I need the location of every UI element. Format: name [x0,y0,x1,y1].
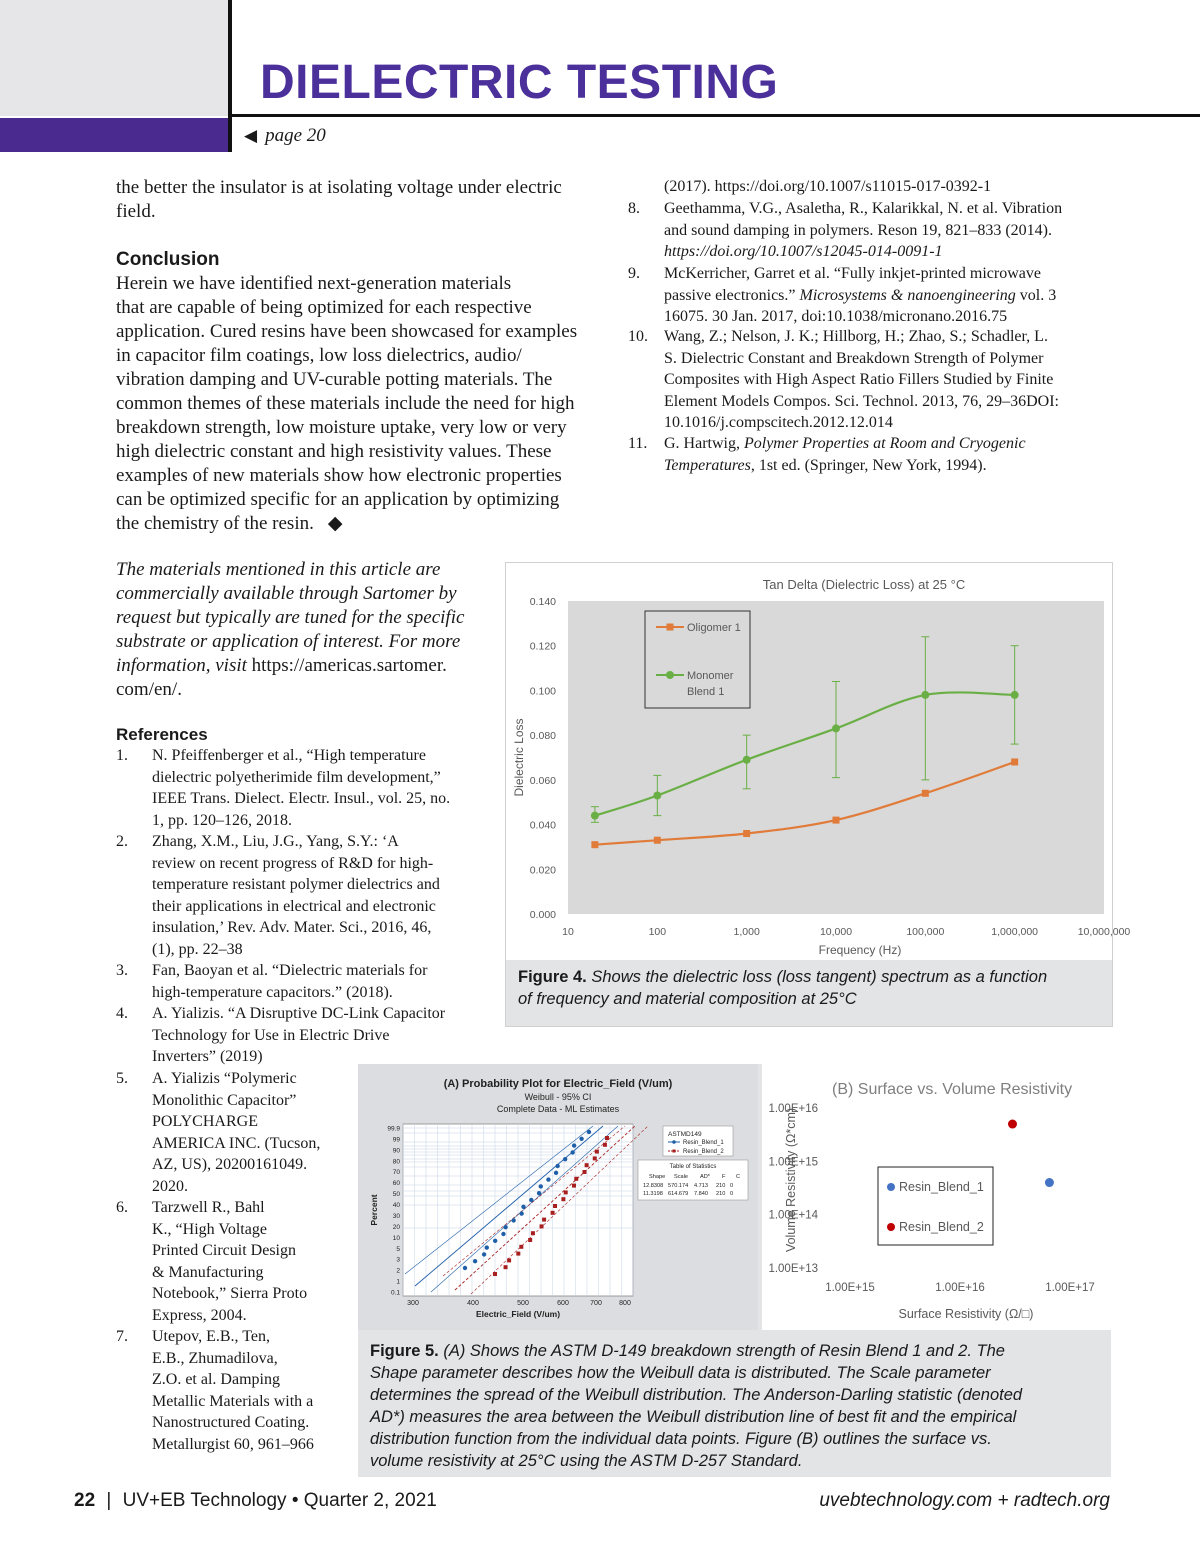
end-mark-icon: ◆ [327,513,343,534]
stats-header: Scale [674,1174,688,1180]
y-tick-label: 1.00E+16 [768,1103,818,1115]
data-point [493,1239,497,1243]
weibull-probability-plot [358,1064,758,1330]
data-point-Resin_Blend_2 [1008,1120,1017,1129]
x-tick-label: 100 [648,926,667,938]
x-tick-label: 10,000 [819,926,853,938]
data-point [546,1177,550,1181]
data-point [485,1245,489,1249]
data-point [1011,691,1019,699]
legend-label: Blend 1 [687,686,725,698]
continued-from[interactable] [244,125,326,147]
data-point [1011,758,1018,765]
chart-title: (A) Probability Plot for Electric_Field (V/um) [443,1078,673,1090]
header-accent-bar [0,118,228,152]
legend-label: Resin_Blend_2 [683,1149,724,1155]
legend-marker [673,1150,676,1153]
data-point [528,1238,532,1242]
data-point [743,756,751,764]
data-point [542,1218,546,1222]
x-tick-label: 1.00E+16 [935,1282,985,1294]
legend-marker [667,624,674,631]
y-tick-label: 1.00E+14 [768,1209,818,1222]
stats-cell: 570.174 [668,1183,689,1189]
y-tick-label: 1.00E+15 [768,1156,818,1169]
legend-marker [887,1223,895,1231]
data-point [482,1252,486,1256]
legend-marker [887,1183,895,1191]
header-vertical-rule [228,0,232,152]
footer-left: 22 | UV+EB Technology • Quarter 2, 2021 [74,1490,437,1511]
references-list-right: (2017). https://doi.org/10.1007/s11015-017-0392-1 [664,178,992,195]
data-point [921,691,929,699]
y-tick-label: 0.000 [529,909,556,921]
legend-title: ASTMD149 [668,1131,702,1138]
y-axis-label: Percent [369,1194,379,1226]
stats-title: Table of Statistics [669,1164,717,1170]
chart-subtitle: Complete Data - ML Estimates [496,1104,620,1114]
y-tick-label: 70 [392,1169,400,1177]
data-point-Resin_Blend_1 [1045,1178,1054,1187]
data-point [582,1170,586,1174]
data-point [507,1258,511,1262]
x-tick-label: 1.00E+15 [825,1282,875,1294]
x-tick-label: 1.00E+17 [1045,1282,1095,1294]
stats-cell: 0 [730,1183,734,1189]
figure-4-caption: Figure 4. Shows the dielectric loss (loss tangent) spectrum as a function of frequency and material composition at 25°C [518,968,1048,1008]
y-axis-label: Dielectric Loss [512,718,526,797]
header-corner-box [0,0,228,116]
y-axis-label: Volume Resistivity (Ω*cm) [784,1107,798,1253]
data-point [743,830,750,837]
y-tick-label: 30 [392,1212,400,1220]
data-point [585,1163,589,1167]
data-point [539,1184,543,1188]
stats-header: AD* [700,1174,710,1180]
x-tick-label: 400 [467,1300,479,1307]
data-point [564,1190,568,1194]
y-tick-label: 99 [392,1136,400,1144]
legend-label: Resin_Blend_1 [683,1140,724,1146]
data-point [833,817,840,824]
y-tick-label: 0.100 [529,685,556,698]
data-point [922,790,929,797]
data-point [521,1205,525,1209]
y-tick-label: 0.1 [390,1289,400,1297]
y-tick-label: 0.080 [529,730,556,743]
data-point [463,1266,467,1270]
figure-5-caption: Figure 5. (A) Shows the ASTM D-149 breakdown strength of Resin Blend 1 and 2. The Shape parameter describes how the Weibull data is distributed. The Scale parameter determines the spread of the Weibull distribution. The Anderson-Darling statistic (denoted AD*) measures the area between the Weibull distribution line of best fit and the empirical distribution function from the individual data points. Figure (B) outlines the surface vs. volume resistivity at 25°C using the ASTM D-257 Standard. [370,1342,1023,1470]
data-point [572,1143,576,1147]
y-tick-label: 0.040 [529,819,556,832]
x-tick-label: 10,000,000 [1077,926,1131,938]
data-point [504,1265,508,1269]
stats-cell: 210 [716,1191,726,1197]
x-tick-label: 700 [590,1300,602,1307]
legend-label: Resin_Blend_1 [899,1180,984,1194]
y-tick-label: 0.060 [529,774,556,787]
data-point [591,841,598,848]
publication-name: UV+EB Technology • Quarter 2, 2021 [122,1490,437,1511]
stats-cell: 614.679 [668,1191,689,1197]
stats-cell: 0 [730,1191,734,1197]
data-point [519,1245,523,1249]
y-tick-label: 3 [396,1256,400,1264]
sartomer-link[interactable]: https://americas.sartomer. [251,655,447,676]
x-tick-label: 600 [557,1300,569,1307]
conclusion-heading: Conclusion [116,249,220,270]
data-point [563,1157,567,1161]
data-point [570,1150,574,1154]
data-point [587,1130,591,1134]
data-point [503,1225,507,1229]
x-tick-label: 300 [407,1300,419,1307]
data-point [579,1137,583,1141]
y-tick-label: 2 [396,1267,400,1275]
data-point [531,1231,535,1235]
footer-websites[interactable]: uvebtechnology.com + radtech.org [819,1490,1110,1511]
tan-delta-chart [506,563,1131,960]
stats-cell: 7.840 [694,1191,708,1197]
legend-label: Monomer [687,670,734,682]
data-point [572,1184,576,1188]
data-point [832,724,840,732]
y-tick-label: 99.9 [387,1125,400,1133]
data-point [603,1143,607,1147]
x-tick-label: 100,000 [906,926,945,938]
back-arrow-icon: ◀ [244,126,258,145]
y-tick-label: 0.020 [529,864,556,877]
data-point [493,1272,497,1276]
data-point [574,1177,578,1181]
data-point [537,1191,541,1195]
y-tick-label: 20 [392,1223,400,1231]
figure-5 [358,1064,1111,1477]
stats-header: C [736,1174,741,1180]
data-point [553,1204,557,1208]
reference-8-link[interactable]: https://doi.org/10.1007/s12045-014-0091-1 [664,243,943,261]
data-point [654,837,661,844]
data-point [501,1232,505,1236]
sourcing-note: The materials mentioned in this article are commercially available through Sartomer by request but typically are tuned for the specific substrate or application of interest. For more information, visit https://americas.sartomer. com/en/. [116,559,465,700]
y-tick-label: 50 [392,1191,400,1199]
y-tick-label: 1.00E+13 [768,1263,818,1275]
x-axis-label: Frequency (Hz) [818,943,902,957]
header-horizontal-rule [228,114,1200,117]
data-point [529,1198,533,1202]
data-point [591,812,599,820]
stats-cell: 11.3198 [643,1191,663,1197]
chart-subtitle: Weibull - 95% CI [524,1092,592,1102]
conclusion-section: Conclusion Herein we have identified next-generation materials that are capable of being optimized for each respective application. Cured resins have been showcased for examples in capacitor film coatings, low loss dielectrics, audio/ vibration damping and UV-curable potting materials. The common themes of these materials include the need for high breakdown strength, low moisture uptake, very low or very high dielectric constant and high resistivity values. These examples of new materials show how electronic properties can be optimized specific for an application by optimizing the chemistry of the resin. ◆ [116,248,606,536]
page-ref-text: page 20 [265,125,326,146]
x-tick-label: 500 [517,1300,529,1307]
chart-title: Tan Delta (Dielectric Loss) at 25 °C [762,577,966,592]
y-tick-label: 10 [392,1234,400,1242]
data-point [511,1218,515,1222]
data-point [540,1224,544,1228]
chart-title: (B) Surface vs. Volume Resistivity [832,1081,1073,1098]
y-tick-label: 1 [396,1278,400,1286]
y-tick-label: 5 [396,1245,400,1253]
y-tick-label: 0.120 [529,640,556,653]
stats-cell: 210 [716,1183,726,1189]
references-heading: References [116,725,208,744]
data-point [555,1164,559,1168]
resistivity-scatter [762,1064,1111,1330]
intro-paragraph: the better the insulator is at isolating voltage under electric field. [116,177,562,222]
x-tick-label: 10 [562,926,574,938]
data-point [561,1197,565,1201]
data-point [653,792,661,800]
x-tick-label: 1,000,000 [991,926,1039,938]
figure-4 [505,562,1131,1027]
stats-cell: 4.713 [694,1183,708,1189]
stats-header: Shape [649,1174,666,1180]
page-number: 22 [74,1490,96,1511]
y-tick-label: 60 [392,1180,400,1188]
legend-marker [672,1140,676,1144]
x-axis-label: Electric_Field (V/um) [475,1309,561,1319]
x-tick-label: 1,000 [733,926,760,938]
x-tick-label: 800 [619,1300,631,1307]
data-point [473,1259,477,1263]
data-point [595,1150,599,1154]
data-point [593,1156,597,1160]
data-point [519,1211,523,1215]
data-point [516,1252,520,1256]
data-point [554,1171,558,1175]
x-axis-label: Surface Resistivity (Ω/□) [898,1307,1034,1321]
legend-marker [666,671,674,679]
y-tick-label: 90 [392,1147,400,1155]
data-point [605,1136,609,1140]
section-title: DIELECTRIC TESTING [260,56,779,109]
y-tick-label: 0.140 [529,596,556,608]
stats-cell: 12.8308 [643,1183,664,1189]
y-tick-label: 80 [392,1158,400,1166]
legend-label: Resin_Blend_2 [899,1220,984,1234]
y-tick-label: 40 [392,1202,400,1210]
legend-label: Oligomer 1 [687,622,741,634]
data-point [551,1211,555,1215]
stats-header: F [722,1174,726,1180]
